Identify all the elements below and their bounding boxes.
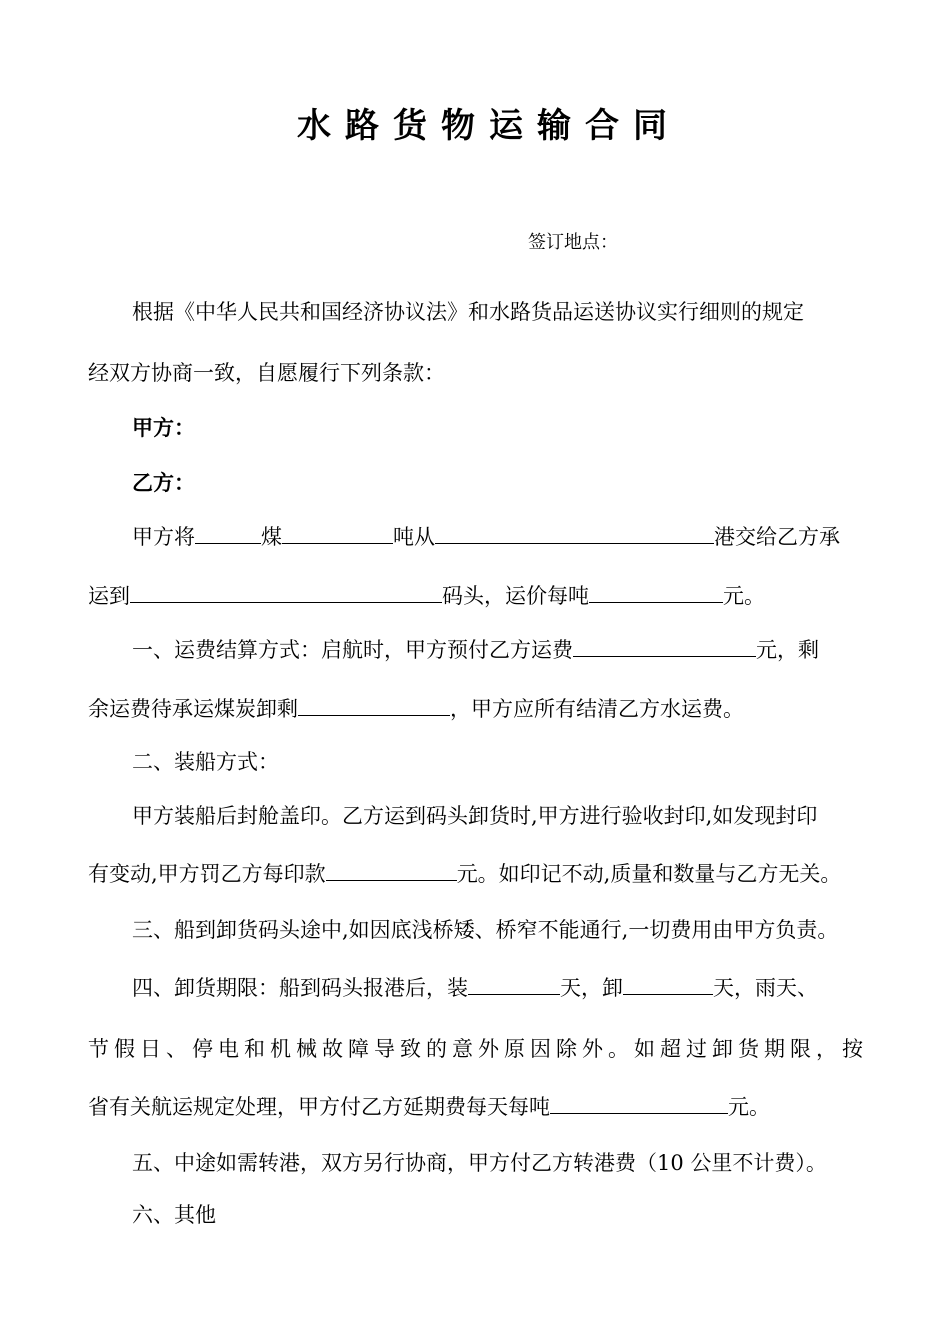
clause-text: 天，雨天、 [713,976,818,1000]
intro-line-2: 经双方协商一致，自愿履行下列条款： [88,361,445,385]
clause-1-line-2 [88,693,863,724]
clause-text: 元，剩 [756,638,819,662]
rate-per-ton-blank[interactable] [589,580,723,603]
clause-4-line-3 [88,1091,863,1122]
clause-4-line-1 [88,972,907,1003]
clause-5: 五、中途如需转港，双方另行协商，甲方付乙方转港费（10 公里不计费）。 [132,1151,827,1175]
cargo-text: 港交给乙方承 [714,525,840,549]
cargo-text: 煤 [261,525,282,549]
clause-6: 六、其他 [132,1203,216,1227]
sign-place-label: 签订地点： [528,232,618,253]
clause-text: 天，卸 [560,976,623,1000]
party-a-label: 甲方： [132,416,195,440]
clause-text: 元。 [728,1095,770,1119]
clause-4-line-2: 节假日、停电和机械故障导致的意外原因除外。如超过卸货期限，按 [88,1037,863,1061]
clause-2-line-1: 甲方装船后封舱盖印。乙方运到码头卸货时,甲方进行验收封印,如发现封印 [132,804,818,828]
cargo-text: 元。 [723,584,765,608]
origin-port-blank[interactable] [435,521,714,544]
cargo-text: 甲方将 [132,525,195,549]
unloading-days-blank[interactable] [623,972,713,995]
clause-1-line-1 [88,634,907,665]
cargo-text: 吨从 [393,525,435,549]
clause-3: 三、船到卸货码头途中,如因底浅桥矮、桥窄不能通行,一切费用由甲方负责。 [132,918,839,942]
intro-line-1: 根据《中华人民共和国经济协议法》和水路货品运送协议实行细则的规定 [132,300,804,324]
clause-text: 一、运费结算方式：启航时，甲方预付乙方运费 [132,638,573,662]
seal-penalty-blank[interactable] [326,858,457,881]
document-title: 水路货物运输合同 [297,106,681,146]
quantity-blank[interactable] [195,521,261,544]
cargo-text: 运到 [88,584,130,608]
clause-text: 元。如印记不动,质量和数量与乙方无关。 [456,862,842,886]
cargo-line-1 [88,521,907,552]
party-b-label: 乙方： [132,471,195,495]
cargo-text: 码头，运价每吨 [442,584,589,608]
remaining-unload-blank[interactable] [298,693,450,716]
tonnage-blank[interactable] [282,521,393,544]
destination-wharf-blank[interactable] [130,580,442,603]
delay-fee-blank[interactable] [550,1091,728,1114]
clause-2-title: 二、装船方式： [132,750,279,774]
clause-2-line-2 [88,858,863,889]
clause-text: 有变动,甲方罚乙方每印款 [88,862,326,886]
clause-text: 四、卸货期限：船到码头报港后，装 [132,976,468,1000]
loading-days-blank[interactable] [468,972,560,995]
clause-text: ，甲方应所有结清乙方水运费。 [450,697,744,721]
clause-text: 省有关航运规定处理，甲方付乙方延期费每天每吨 [88,1095,550,1119]
cargo-line-2 [88,580,863,611]
prepaid-freight-blank[interactable] [573,634,756,657]
clause-text: 余运费待承运煤炭卸剩 [88,697,298,721]
